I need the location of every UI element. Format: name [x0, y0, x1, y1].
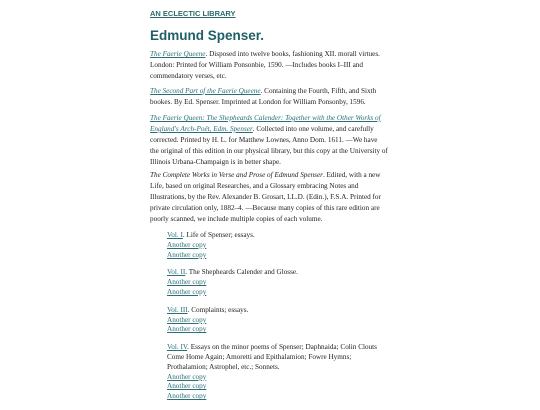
volume-text: . Essays on the minor poems of Spenser; Daphnaida; Colin Clouts Come Home Again; Amoretti and Epithalamion; Fowre Hymns; Prothalamion; Astrophel, etc.; Sonnets.: [167, 343, 377, 371]
volume-item: [167, 268, 389, 297]
entry-title-complete-works: The Complete Works in Verse and Prose of Edmund Spenser: [150, 171, 323, 179]
volume-item: [167, 231, 389, 260]
entry-faerie-queene: [150, 49, 388, 82]
another-copy-link[interactable]: Another copy: [167, 278, 207, 287]
site-home-link[interactable]: AN ECLECTIC LIBRARY: [150, 9, 236, 18]
entry-text: . Edited, with a new Life, based on original Researches, and a Glossary embracing Notes and Illustrations, by the Rev. Alexander B. Grosart, LL.D. (Edin.), F.S.A. Printed for private circulation only, 1882–4. —Because many copies of this rare edition are poorly scanned, we include multiple copies of each volume.: [150, 171, 381, 223]
another-copy-link[interactable]: Another copy: [167, 287, 207, 296]
another-copy-link[interactable]: Another copy: [167, 325, 207, 334]
entry-1611-edition: [150, 113, 388, 168]
page-title: Edmund Spenser.: [150, 28, 265, 43]
another-copy-link[interactable]: Another copy: [167, 240, 207, 249]
another-copy-link[interactable]: Another copy: [167, 372, 207, 381]
entry-complete-works: [150, 170, 388, 225]
volume-list: [167, 231, 389, 410]
another-copy-link[interactable]: Another copy: [167, 382, 207, 391]
another-copy-link[interactable]: Another copy: [167, 250, 207, 259]
volume-item: [167, 343, 389, 402]
another-copy-link[interactable]: Another copy: [167, 315, 207, 324]
volume-link-3[interactable]: Vol. III: [167, 305, 188, 314]
entry-text: . Containing the Fourth, Fifth, and Sixth bookes. By Ed. Spenser. Imprinted at London for William Ponsonby, 1596.: [150, 87, 377, 106]
volume-link-2[interactable]: Vol. II: [167, 268, 186, 277]
entry-text: . Collected into one volume, and carefully corrected. Printed by H. L. for Matthew Lownes, Anno Dom. 1611. —We have the original of this edition in our physical library, but this copy at the University of Illinois Urbana-Champaign is in better shape.: [150, 125, 388, 166]
entry-second-part: [150, 86, 388, 108]
entry-text: . Disposed into twelve books, fashioning XII. morall virtues. London: Printed for William Ponsonbie, 1590. —Includes books I–III and commendatory verses, etc.: [150, 50, 380, 80]
volume-text: . The Shepheards Calender and Glosse.: [185, 268, 298, 277]
entry-link-faerie-queene[interactable]: The Faerie Queene: [150, 50, 206, 58]
volume-link-4[interactable]: Vol. IV: [167, 343, 188, 352]
entry-link-second-part[interactable]: The Second Part of the Faerie Queene: [150, 87, 261, 95]
volume-text: . Complaints; essays.: [187, 305, 249, 314]
volume-link-1[interactable]: Vol. I: [167, 231, 183, 239]
another-copy-link[interactable]: Another copy: [167, 392, 207, 401]
volume-text: . Life of Spenser; essays.: [182, 231, 255, 239]
volume-item: [167, 306, 389, 335]
entry-link-1611-edition[interactable]: The Faerie Queen: The Shepheards Calender: Together with the Other Works of England's Arch-Poët, Edm. Spenser: [150, 114, 381, 133]
